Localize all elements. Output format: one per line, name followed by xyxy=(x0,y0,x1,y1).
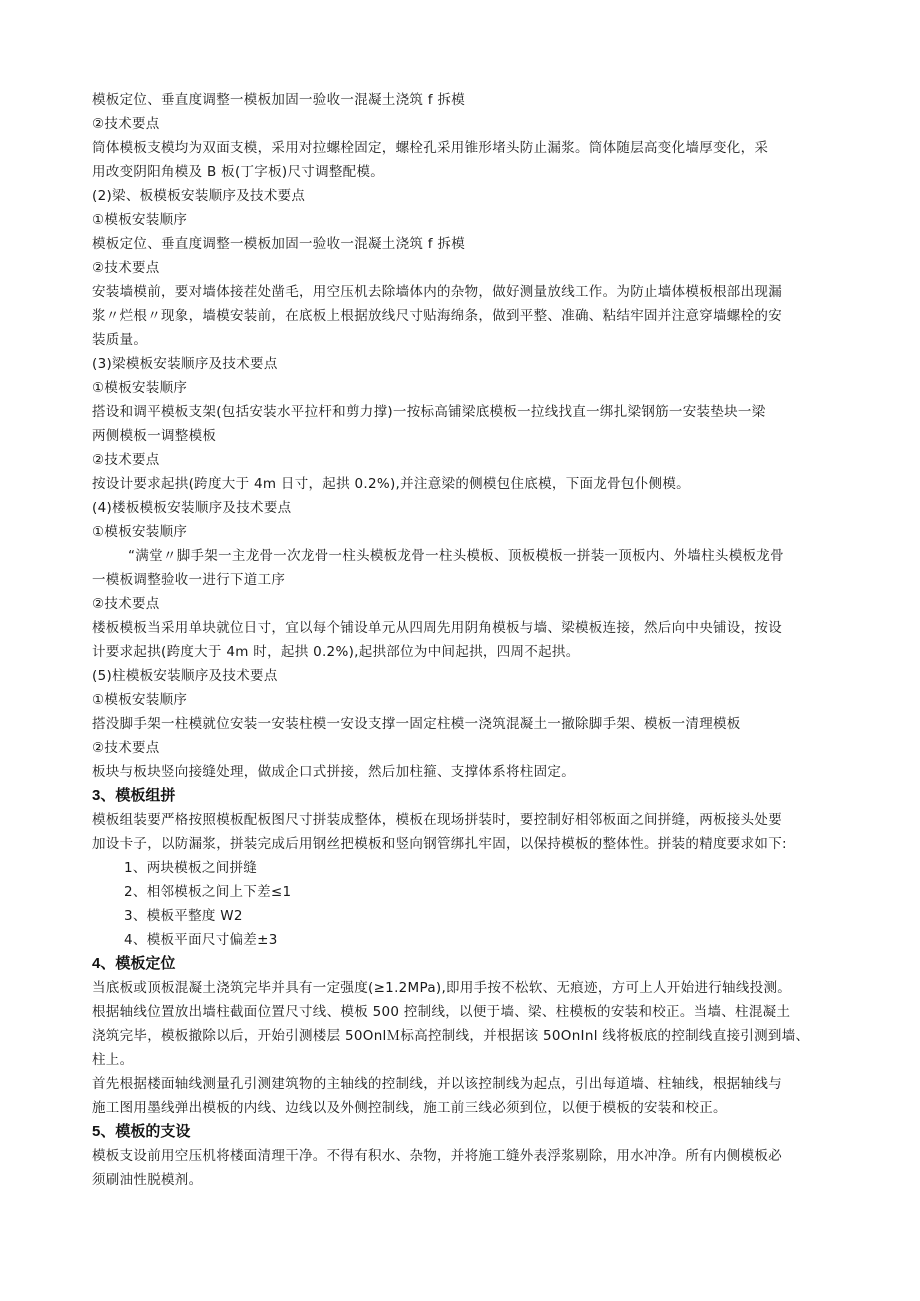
section-heading: 3、模板组拼 xyxy=(92,787,176,804)
text-line: ①模板安装顺序 xyxy=(92,692,188,708)
text-line: (3)梁模板安装顺序及技术要点 xyxy=(92,356,278,372)
text-line: 安装墙模前，要对墙体接茬处凿毛，用空压机去除墙体内的杂物，做好测量放线工作。为防止墙体模板根部出现漏 xyxy=(92,284,782,300)
section-4 xyxy=(92,952,830,1120)
text-line: ②技术要点 xyxy=(92,452,160,468)
section-3 xyxy=(92,784,830,952)
construction-steps-indented xyxy=(92,544,830,568)
text-line: 当底板或顶板混凝土浇筑完毕并具有一定强度(≥1.2MPa),即用手按不松软、无痕迹，方可上人开始进行轴线投测。 xyxy=(92,980,792,996)
text-line: 楼板模板当采用单块就位日寸，宜以每个铺设单元从四周先用阴角模板与墙、梁模板连接，然后向中央铺设，按设 xyxy=(92,620,782,636)
text-line: 浇筑完毕，模板撤除以后，开始引测楼层 50OnlＭ标高控制线，并根据该 50OnInl 线将板底的控制线直接引测到墙、 xyxy=(92,1028,810,1044)
text-line: 柱上。 xyxy=(92,1052,134,1068)
text-line: 模板支设前用空压机将楼面清理干净。不得有积水、杂物，并将施工缝外表浮浆剔除，用水冲净。所有内侧模板必 xyxy=(92,1148,782,1164)
text-line: 按设计要求起拱(跨度大于 4m 日寸，起拱 0.2%),并注意梁的侧模包住底模，下面龙骨包仆侧模。 xyxy=(92,476,690,492)
list-item: 1、两块模板之间拼缝 xyxy=(124,860,258,876)
text-line: ②技术要点 xyxy=(92,596,160,612)
text-line: 装质量。 xyxy=(92,332,148,348)
document-body xyxy=(92,88,830,1192)
text-line: 用改变阴阳角模及 B 板(丁字板)尺寸调整配模。 xyxy=(92,164,385,180)
section-5-paragraph xyxy=(92,1144,830,1192)
text-line: 施工图用墨线弹出模板的内线、边线以及外侧控制线，施工前三线必须到位，以便于模板的安装和校正。 xyxy=(92,1100,727,1116)
section-3-paragraph xyxy=(92,808,830,856)
text-line: 筒体模板支模均为双面支模，采用对拉螺栓固定，螺栓孔采用锥形堵头防止漏浆。筒体随层高变化墙厚变化，采 xyxy=(92,140,769,156)
text-line: 根据轴线位置放出墙柱截面位置尺寸线、模板 500 控制线，以便于墙、梁、柱模板的安装和校正。当墙、柱混凝土 xyxy=(92,1004,791,1020)
text-line: ②技术要点 xyxy=(92,116,160,132)
text-line: (2)梁、板模板安装顺序及技术要点 xyxy=(92,188,306,204)
construction-steps-part1 xyxy=(92,88,830,544)
text-line: “满堂〃脚手架一主龙骨一次龙骨一柱头模板龙骨一柱头模板、顶板模板一拼装一顶板内、外墙柱头模板龙骨 xyxy=(128,548,784,564)
text-line: ②技术要点 xyxy=(92,260,160,276)
section-heading: 5、模板的支设 xyxy=(92,1123,191,1140)
text-line: 模板定位、垂直度调整一模板加固一验收一混凝土浇筑 f 拆模 xyxy=(92,92,466,108)
text-line: 搭设和调平模板支架(包括安装水平拉杆和剪力撑)一按标高铺梁底模板一拉线找直一绑扎梁钢筋一安装垫块一梁 xyxy=(92,404,766,420)
construction-steps-part2 xyxy=(92,568,830,784)
section-5 xyxy=(92,1120,830,1192)
list-item: 3、模板平整度 W2 xyxy=(124,908,243,924)
text-line: ②技术要点 xyxy=(92,740,160,756)
section-heading: 4、模板定位 xyxy=(92,955,176,972)
text-line: 模板定位、垂直度调整一模板加固一验收一混凝土浇筑 f 拆模 xyxy=(92,236,466,252)
text-line: 一模板调整验收一进行下道工序 xyxy=(92,572,286,588)
text-line: 加设卡子，以防漏浆，拼装完成后用钢丝把模板和竖向钢管绑扎牢固，以保持模板的整体性。拼装的精度要求如下: xyxy=(92,836,787,852)
text-line: 两侧模板一调整模板 xyxy=(92,428,217,444)
text-line: (4)楼板模板安装顺序及技术要点 xyxy=(92,500,292,516)
list-item: 4、模板平面尺寸偏差±3 xyxy=(124,932,278,948)
text-line: ①模板安装顺序 xyxy=(92,524,188,540)
section-4-paragraph xyxy=(92,976,830,1120)
text-line: 首先根据楼面轴线测量孔引测建筑物的主轴线的控制线，并以该控制线为起点，引出每道墙、柱轴线，根据轴线与 xyxy=(92,1076,782,1092)
text-line: ①模板安装顺序 xyxy=(92,212,188,228)
text-line: 须刷油性脱模剂。 xyxy=(92,1172,203,1188)
text-line: 模板组装要严格按照模板配板图尺寸拼装成整体，模板在现场拼装时，要控制好相邻板面之间拼缝，两板接头处要 xyxy=(92,812,782,828)
text-line: 板块与板块竖向接缝处理，做成企口式拼接，然后加柱箍、支撑体系将柱固定。 xyxy=(92,764,575,780)
section-3-list xyxy=(92,856,830,952)
text-line: 浆〃烂根〃现象，墙模安装前，在底板上根据放线尺寸贴海绵条，做到平整、准确、粘结牢固并注意穿墙螺栓的安 xyxy=(92,308,782,324)
text-line: 搭没脚手架一柱模就位安装一安装柱模一安设支撑一固定柱模一浇筑混凝土一撤除脚手架、模板一清理模板 xyxy=(92,716,741,732)
list-item: 2、相邻模板之间上下差≤1 xyxy=(124,884,292,900)
text-line: 计要求起拱(跨度大于 4m 时，起拱 0.2%),起拱部位为中间起拱，四周不起拱。 xyxy=(92,644,580,660)
text-line: ①模板安装顺序 xyxy=(92,380,188,396)
text-line: (5)柱模板安装顺序及技术要点 xyxy=(92,668,278,684)
